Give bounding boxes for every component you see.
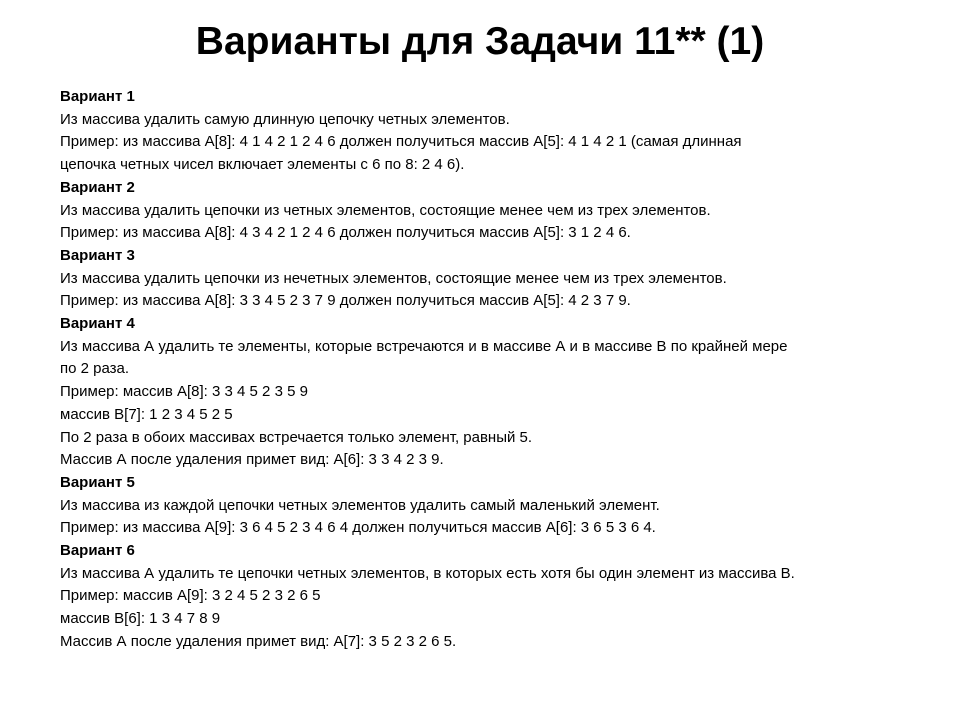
variant-text-line: Пример: из массива A[8]: 3 3 4 5 2 3 7 9 должен получиться массив A[5]: 4 2 3 7 9. [60, 292, 631, 310]
variant-heading: Вариант 4 [60, 315, 135, 333]
slide-title: Варианты для Задачи 11** (1) [195, 20, 765, 63]
variant-text-line: по 2 раза. [60, 360, 130, 378]
variant-5 [60, 472, 930, 540]
variant-text-line: Из массива из каждой цепочки четных элементов удалить самый маленький элемент. [60, 496, 660, 514]
variant-text-line: Из массива А удалить те цепочки четных элементов, в которых есть хотя бы один элемент из массива В. [60, 564, 795, 582]
variant-text-line: Из массива А удалить те элементы, которые встречаются и в массиве А и в массиве В по крайней мере [60, 337, 788, 355]
variant-3 [60, 245, 930, 313]
variant-2 [60, 177, 930, 245]
variant-heading: Вариант 2 [60, 178, 135, 196]
variant-text-line: Из массива удалить самую длинную цепочку четных элементов. [60, 110, 510, 128]
variant-text-line: Из массива удалить цепочки из нечетных элементов, состоящие менее чем из трех элементов. [60, 269, 727, 287]
variant-text-line: Пример: из массива A[9]: 3 6 4 5 2 3 4 6 4 должен получиться массив A[6]: 3 6 5 3 6 4. [60, 519, 656, 537]
variant-text-line: Пример: из массива A[8]: 4 1 4 2 1 2 4 6 должен получиться массив A[5]: 4 1 4 2 1 (самая длинная [60, 133, 742, 151]
variant-text-line: Из массива удалить цепочки из четных элементов, состоящие менее чем из трех элементов. [60, 201, 711, 219]
variant-heading: Вариант 6 [60, 542, 135, 560]
variant-text-line: Пример: из массива A[8]: 4 3 4 2 1 2 4 6 должен получиться массив A[5]: 3 1 2 4 6. [60, 224, 631, 242]
variant-text-line: Массив А после удаления примет вид: A[7]: 3 5 2 3 2 6 5. [60, 632, 457, 650]
variant-heading: Вариант 3 [60, 246, 135, 264]
variant-text-line: массив B[6]: 1 3 4 7 8 9 [60, 610, 221, 628]
variant-heading: Вариант 1 [60, 88, 135, 105]
variant-text-line: Пример: массив A[8]: 3 3 4 5 2 3 5 9 [60, 383, 308, 401]
variant-1 [60, 86, 930, 177]
variant-text-line: Массив А после удаления примет вид: A[6]: 3 3 4 2 3 9. [60, 451, 444, 469]
variant-text-line: массив B[7]: 1 2 3 4 5 2 5 [60, 405, 233, 423]
variant-6 [60, 540, 930, 654]
variant-text-line: По 2 раза в обоих массивах встречается только элемент, равный 5. [60, 428, 533, 446]
variant-text-line: Пример: массив A[9]: 3 2 4 5 2 3 2 6 5 [60, 587, 321, 605]
variant-4 [60, 313, 930, 472]
slide-body [60, 86, 930, 654]
variant-heading: Вариант 5 [60, 473, 135, 491]
variant-text-line: цепочка четных чисел включает элементы с 6 по 8: 2 4 6). [60, 156, 465, 174]
